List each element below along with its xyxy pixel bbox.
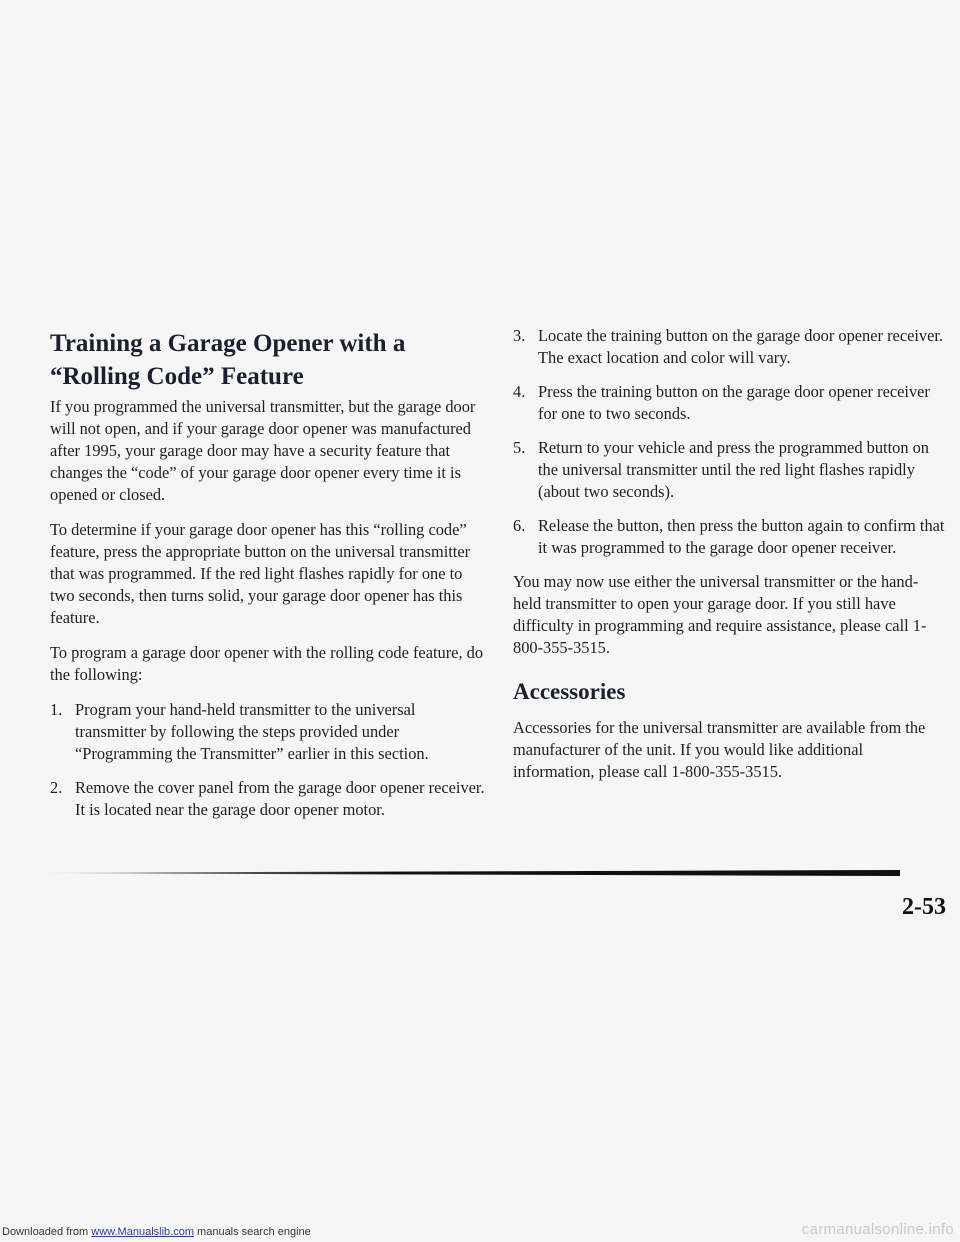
accessories-title: Accessories xyxy=(513,679,626,704)
intro-paragraph: If you programmed the universal transmitter, but the garage door will not open, and if your garage door opener was manufactured after 1995, your garage door may have a security feature that changes the “code” of your garage door opener every time it is opened or closed. xyxy=(50,397,476,504)
step-text: Return to your vehicle and press the programmed button on the universal transmitter until the red light flashes rapidly (about two seconds). xyxy=(538,438,930,501)
step-text: Remove the cover panel from the garage door opener receiver. It is located near the garage door opener motor. xyxy=(75,778,485,819)
steps-list-right xyxy=(513,325,945,559)
step-item xyxy=(50,699,490,765)
program-intro-paragraph: To program a garage door opener with the rolling code feature, do the following: xyxy=(50,643,484,684)
step-text: Locate the training button on the garage door opener receiver. The exact location and color will vary. xyxy=(538,326,944,367)
step-item xyxy=(513,325,945,369)
step-number: 4. xyxy=(513,382,526,401)
right-column xyxy=(513,325,945,796)
download-footer xyxy=(2,1226,311,1238)
step-number: 6. xyxy=(513,516,526,535)
closing-paragraph: You may now use either the universal transmitter or the hand-held transmitter to open your garage door. If you still have difficulty in programming and require assistance, please call 1-800-355-3515. xyxy=(513,572,927,657)
step-number: 3. xyxy=(513,326,526,345)
step-item xyxy=(513,437,945,503)
footer-suffix: manuals search engine xyxy=(197,1226,311,1238)
step-item xyxy=(50,777,490,821)
watermark-text: carmanualsonline.info xyxy=(801,1221,954,1238)
accessories-paragraph: Accessories for the universal transmitter are available from the manufacturer of the unit. If you would like additional information, please call 1-800-355-3515. xyxy=(513,718,926,781)
manualslib-link[interactable]: www.Manualslib.com xyxy=(91,1226,194,1238)
step-item xyxy=(513,381,945,425)
step-number: 2. xyxy=(50,778,63,797)
footer-rule xyxy=(45,870,900,876)
step-text: Program your hand-held transmitter to the universal transmitter by following the steps provided under “Programming the Transmitter” earlier in this section. xyxy=(75,700,429,763)
step-number: 1. xyxy=(50,700,63,719)
steps-list-left xyxy=(50,699,490,821)
step-text: Release the button, then press the button again to confirm that it was programmed to the garage door opener receiver. xyxy=(538,516,945,557)
step-number: 5. xyxy=(513,438,526,457)
step-text: Press the training button on the garage door opener receiver for one to two seconds. xyxy=(538,382,930,423)
rolling-code-paragraph: To determine if your garage door opener has this “rolling code” feature, press the appropriate button on the universal transmitter that was programmed. If the red light flashes rapidly for one to two seconds, then turns solid, your garage door opener has this feature. xyxy=(50,520,471,627)
step-item xyxy=(513,515,945,559)
footer-prefix: Downloaded from xyxy=(2,1226,89,1238)
left-column xyxy=(50,396,490,833)
page-number: 2-53 xyxy=(902,894,946,920)
section-title: Training a Garage Opener with a “Rolling Code” Feature xyxy=(50,330,406,390)
